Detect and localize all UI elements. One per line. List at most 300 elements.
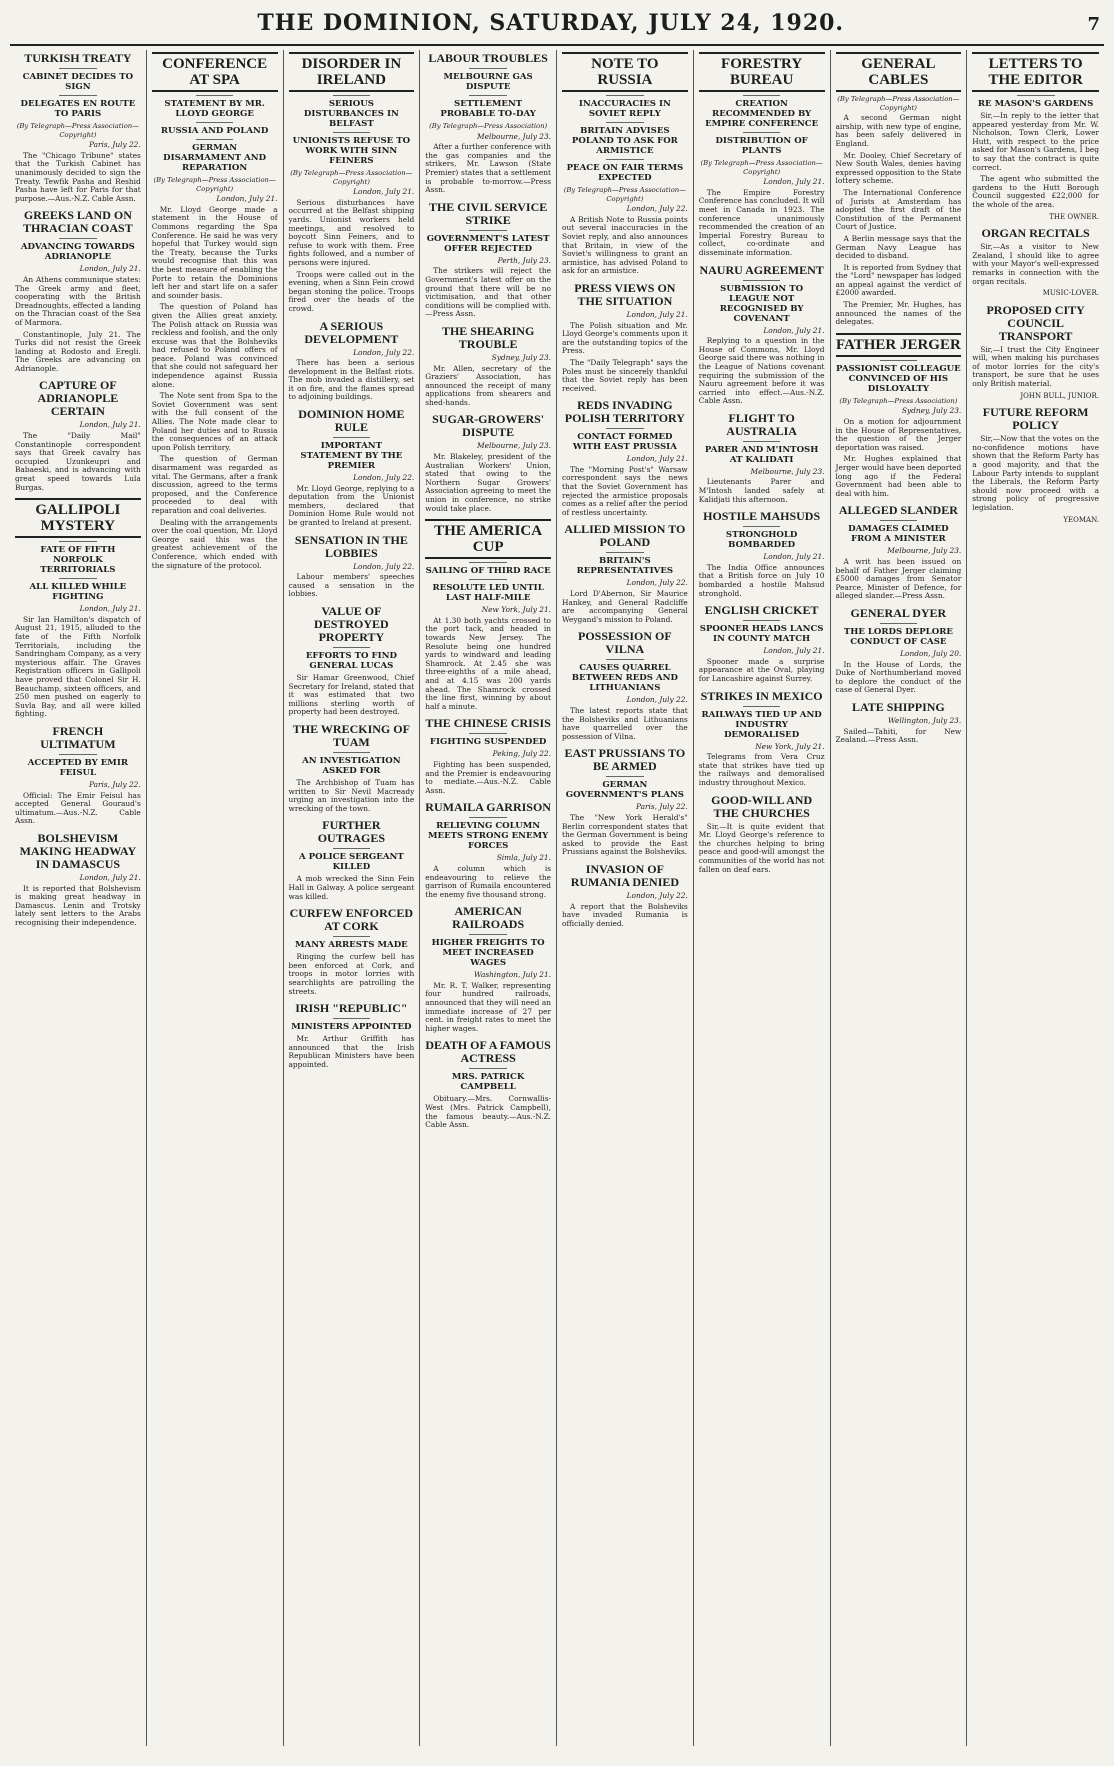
headline-rule — [606, 159, 644, 160]
article-paragraph: Constantinople, July 21. The Turks did not resist the Greek landing at Rodosto and Eregli. The Greeks are advancing on Adrianople. — [15, 329, 141, 373]
headline-rule — [743, 706, 781, 707]
article-subheading: SAILING OF THIRD RACE — [425, 566, 551, 577]
article-subheading: FIGHTING SUSPENDED — [429, 737, 547, 748]
article — [425, 801, 551, 899]
article-dateline: London, July 22. — [353, 561, 415, 571]
masthead — [10, 10, 1104, 46]
article-headline: LATE SHIPPING — [851, 699, 945, 714]
article — [699, 510, 825, 598]
article-subheading: EFFORTS TO FIND GENERAL LUCAS — [305, 651, 397, 671]
article-subheading: PEACE ON FAIR TERMS EXPECTED — [566, 163, 684, 183]
article — [836, 701, 962, 745]
headline-rule — [743, 441, 781, 442]
article-subheading: MINISTERS APPOINTED — [291, 1022, 412, 1033]
article — [15, 379, 141, 492]
article-subheading: SERIOUS DISTURBANCES IN BELFAST — [303, 99, 399, 129]
article-headline: GREEKS LAND ON THRACIAN COAST — [23, 208, 133, 236]
article-credit: (By Telegraph—Press Association) — [839, 396, 958, 405]
article — [425, 1039, 551, 1129]
article-subheading: DISTRIBUTION OF PLANTS — [715, 136, 808, 156]
article-headline: STRIKES IN MEXICO — [700, 688, 823, 703]
article — [15, 498, 141, 719]
article-subheading: SETTLEMENT PROBABLE TO-DAY — [440, 99, 536, 119]
masthead-title: THE DOMINION, SATURDAY, JULY 24, 1920. — [257, 10, 845, 36]
article-paragraph: Mr. Allen, secretary of the Graziers' Association, has announced the receipt of many applications from shearers and shed-hands. — [425, 363, 551, 407]
article-headline: DOMINION HOME RULE — [298, 407, 405, 435]
article-subheading: CABINET DECIDES TO SIGN — [22, 72, 134, 92]
columns-container — [10, 50, 1104, 1746]
article — [836, 333, 962, 499]
column-5 — [557, 50, 694, 1746]
headline-rule — [333, 647, 371, 648]
article — [289, 408, 415, 528]
article — [836, 504, 962, 601]
article-credit: (By Telegraph—Press Association—Copyright) — [700, 159, 823, 176]
headline-rule — [59, 578, 97, 579]
headline-rule — [59, 541, 97, 542]
article-credit: (By Telegraph—Press Association—Copyright) — [837, 95, 960, 112]
headline-rule — [333, 132, 371, 133]
article-subheading: CONTACT FORMED WITH EAST PRUSSIA — [572, 432, 677, 453]
article-paragraph: On a motion for adjournment in the House of Representatives, the question of the Jerger deportation was raised. — [835, 417, 962, 452]
article-paragraph: At 1.30 both yachts crossed to the port tack, and headed in towards New Jersey. The Resolute being one hundred yards to windward and leading Shamrock. At 2.45 she was three-eighths of a mile ahead, and at 4.15 was 200 yards ahead. The Shamrock crossed the line first, winning by about half a minute. — [425, 615, 551, 711]
article-paragraph: Lord D'Abernon, Sir Maurice Hankey, and General Radcliffe are accompanying General Weygand's mission to Poland. — [562, 589, 688, 624]
article-headline: PRESS VIEWS ON THE SITUATION — [574, 280, 676, 308]
article-subheading: ALL KILLED WHILE FIGHTING — [29, 582, 127, 603]
column-6 — [694, 50, 831, 1746]
article — [425, 201, 551, 319]
article-headline: THE WRECKING OF TUAM — [292, 721, 410, 749]
article-headline: THE CIVIL SERVICE STRIKE — [428, 199, 548, 227]
article-headline: INVASION OF RUMANIA DENIED — [570, 861, 680, 889]
article-headline: FLIGHT TO AUSTRALIA — [726, 410, 797, 438]
article-paragraph: Dealing with the arrangements over the coal question, Mr. Lloyd George said this was the greatest achievement of the Conference, which ended with the signature of the protocol. — [151, 517, 278, 570]
headline-rule — [880, 360, 918, 361]
article-headline: ORGAN RECITALS — [981, 226, 1090, 241]
article-headline: THE CHINESE CRISIS — [425, 716, 551, 731]
article — [15, 52, 141, 203]
headline-rule — [606, 659, 644, 660]
headline-rule — [1017, 95, 1055, 96]
article-dateline: London, July 21. — [763, 646, 825, 656]
article-paragraph: Official: The Emir Feisul has accepted General Gouraud's ultimatum.—Aus.-N.Z. Cable Assn. — [15, 790, 141, 826]
article-headline: GENERAL CABLES — [836, 52, 962, 92]
article-dateline: London, July 21. — [79, 872, 141, 882]
article-paragraph: Sir Hamar Greenwood, Chief Secretary for Ireland, stated that it was estimated that two millions sterling worth of property had been destroyed. — [288, 673, 415, 717]
article-dateline: London, July 22. — [626, 890, 688, 900]
article-subheading: FATE OF FIFTH NORFOLK TERRITORIALS — [40, 545, 116, 576]
article-dateline: London, July 21. — [79, 604, 141, 614]
article-paragraph: Mr. Dooley, Chief Secretary of New South Wales, denies having expressed opposition to the State lottery scheme. — [835, 150, 962, 186]
headline-rule — [606, 776, 644, 777]
article-headline: GALLIPOLI MYSTERY — [15, 498, 141, 538]
article — [562, 523, 688, 624]
article-paragraph: In the House of Lords, the Duke of Northumberland moved to deplore the conduct of the case of General Dyer. — [835, 659, 962, 695]
article-subheading: ADVANCING TOWARDS ADRIANOPLE — [20, 242, 135, 263]
article-paragraph: A Berlin message says that the German Navy League has decided to disband. — [835, 233, 962, 261]
headline-rule — [469, 733, 507, 734]
article-paragraph: Lieutenants Parer and M'Intosh landed safely at Kalidjati this afternoon. — [698, 477, 825, 504]
article-headline: TURKISH TREATY — [24, 51, 132, 65]
headline-rule — [59, 68, 97, 69]
headline-rule — [469, 579, 507, 580]
article-paragraph: The question of Poland has given the Allies great anxiety. The Polish attack on Russia was reckless and foolish, and the only excuse was that the Bolsheviks had refused to Poland offers of peace. Poland was convinced that she could not safeguard her independence against Russia alone. — [151, 302, 278, 389]
article — [15, 725, 141, 826]
article-paragraph: A report that the Bolsheviks have invaded Rumania is officially denied. — [562, 901, 688, 928]
article — [562, 399, 688, 517]
article — [562, 52, 688, 276]
article-dateline: Paris, July 22. — [88, 140, 141, 150]
letter-signature: JOHN BULL, JUNIOR. — [1020, 391, 1099, 400]
headline-rule — [743, 620, 781, 621]
article-headline: ALLEGED SLANDER — [838, 503, 958, 518]
article-subheading: RAILWAYS TIED UP AND INDUSTRY DEMORALISED — [701, 709, 822, 740]
article — [562, 863, 688, 928]
article — [972, 406, 1099, 524]
article-dateline: Sydney, July 23. — [491, 352, 551, 362]
article-headline: FORESTRY BUREAU — [699, 52, 825, 92]
article-paragraph: Sir Ian Hamilton's dispatch of August 21, 1915, alluded to the fate of the Fifth Norfolk Territorials, including the Sandringham Company, as a very mysterious affair. The Graves Registration officers in Gallipoli have proved that Colonel Sir H. Beauchamp, sixteen officers, and 250 men pushed on eagerly to Suvla Bay, and all were killed fighting. — [15, 614, 141, 719]
article-paragraph: Sir,—It is quite evident that Mr. Lloyd George's reference to the churches helping to bring peace and good-will amongst the communities of the world has not fallen on deaf ears. — [698, 821, 825, 874]
article — [289, 819, 415, 901]
article-dateline: Perth, July 23. — [497, 255, 551, 265]
article-paragraph: Ringing the curfew bell has been enforced at Cork, and troops in motor lorries with searchlights are patrolling the streets. — [288, 952, 415, 996]
article-paragraph: The India Office announces that a British force on July 10 bombarded a hostile Mahsud stronghold. — [698, 562, 825, 598]
article — [699, 52, 825, 258]
headline-rule — [606, 552, 644, 553]
article-headline: HOSTILE MAHSUDS — [703, 509, 821, 524]
article-headline: FRENCH ULTIMATUM — [40, 723, 116, 751]
column-2 — [147, 50, 284, 1746]
article-subheading: RESOLUTE LED UNTIL LAST HALF-MILE — [432, 583, 544, 604]
newspaper-page — [10, 10, 1104, 1746]
article-dateline: London, July 22. — [353, 347, 415, 357]
article-paragraph: Mr. Lloyd George made a statement in the House of Commons regarding the Spa Conference. He said he was very hopeful that Turkey would sign the Treaty, because the Turks would recognise that this was the best measure of enabling the Porte to retain the Dominions left her and start life on a safer and sounder basis. — [151, 204, 278, 300]
article-dateline: London, July 22. — [626, 204, 688, 214]
article-dateline: London, July 21. — [353, 187, 415, 197]
article — [289, 52, 415, 314]
article-headline: CAPTURE OF ADRIANOPLE CERTAIN — [37, 378, 119, 419]
article-subheading: MRS. PATRICK CAMPBELL — [451, 1072, 525, 1093]
article-credit: (By Telegraph—Press Association—Copyright) — [290, 169, 413, 186]
article-credit: (By Telegraph—Press Association—Copyright) — [153, 176, 276, 193]
article-paragraph: A second German night airship, with new type of engine, has been safely delivered in England. — [835, 113, 962, 148]
article-dateline: New York, July 21. — [481, 605, 551, 615]
article — [972, 304, 1099, 401]
article-paragraph: Mr. Hughes explained that Jerger would have been deported long ago if the Federal Government had been able to deal with him. — [835, 454, 962, 498]
article-subheading: INACCURACIES IN SOVIET REPLY — [578, 99, 671, 119]
article — [425, 717, 551, 795]
article-subheading: RE MASON'S GARDENS — [977, 99, 1094, 109]
article — [699, 604, 825, 683]
article-headline: LETTERS TO THE EDITOR — [972, 52, 1099, 92]
article-headline: FUTURE REFORM POLICY — [982, 405, 1089, 433]
article-subheading: STRONGHOLD BOMBARDED — [725, 530, 798, 551]
article-subheading: SPOONER HEADS LANCS IN COUNTY MATCH — [699, 624, 824, 645]
column-1 — [10, 50, 147, 1746]
article-credit: (By Telegraph—Press Association) — [429, 122, 548, 130]
headline-rule — [880, 520, 918, 521]
article-credit: (By Telegraph—Press Association—Copyright) — [16, 122, 139, 139]
column-8 — [967, 50, 1104, 1746]
article-paragraph: The latest reports state that the Bolsheviks and Lithuanians have quarrelled over the possession of Vilna. — [562, 706, 688, 741]
article-dateline: Sydney, July 23. — [901, 406, 962, 416]
article-dateline: London, July 21. — [626, 309, 688, 319]
article-paragraph: Mr. R. T. Walker, representing four hundred railroads, announced that they will need an immediate increase of 27 per cent. in freight rates to meet the higher wages. — [425, 980, 551, 1033]
headline-rule — [469, 562, 507, 563]
article — [972, 227, 1099, 298]
letter-signature: YEOMAN. — [1063, 515, 1099, 524]
article-subheading: GERMAN DISARMAMENT AND REPARATION — [163, 143, 267, 173]
article-headline: GOOD-WILL AND THE CHURCHES — [711, 792, 813, 820]
article-paragraph: The "Daily Telegraph" says the Poles must be sincerely thankful that the Soviet reply has been received. — [562, 357, 688, 393]
article-dateline: Melbourne, July 23. — [477, 441, 551, 451]
article-paragraph: The Archbishop of Tuam has written to Sir Nevil Macready urging an investigation into the wrecking of the town. — [288, 777, 415, 813]
headline-rule — [743, 526, 781, 527]
article — [15, 832, 141, 928]
article — [425, 905, 551, 1033]
article-paragraph: Sir,—I trust the City Engineer will, when making his purchases of motor lorries for the city's transport, be sure that he uses only British material. — [972, 344, 1099, 389]
article-headline: CURFEW ENFORCED AT CORK — [289, 906, 414, 934]
headline-rule — [333, 936, 371, 937]
article-paragraph: The Premier, Mr. Hughes, has announced the names of the delegates. — [835, 300, 962, 327]
article-headline: BOLSHEVISM MAKING HEADWAY IN DAMASCUS — [19, 830, 137, 871]
article-paragraph: The Empire Forestry Conference has concluded. It will meet in Canada in 1923. The conference unanimously recommended the creation of an Imperial Forestry Bureau to collect, co-ordinate and disseminate information. — [698, 187, 825, 257]
article-headline: FURTHER OUTRAGES — [317, 818, 386, 846]
article-headline: DISORDER IN IRELAND — [289, 52, 415, 92]
article-paragraph: Sailed—Tahiti, for New Zealand.—Press Assn. — [835, 726, 962, 745]
article-paragraph: There has been a serious development in the Belfast riots. The mob invaded a distillery, set it on fire, and the flames spread to adjoining buildings. — [288, 358, 415, 402]
article-dateline: London, July 21. — [763, 177, 825, 187]
article-headline: LABOUR TROUBLES — [428, 51, 548, 65]
article — [289, 907, 415, 996]
article-paragraph: Replying to a question in the House of Commons, Mr. Lloyd George said there was nothing in the League of Nations covenant requiring the submission of the Nauru agreement before it was carried into effect.—Aus.-N.Z. Cable Assn. — [698, 336, 825, 406]
article-paragraph: Sir,—Now that the votes on the no-confidence motions have shown that the Reform Party has a good majority, and that the Labour Party intends to supplant the Liberals, the Reform Party should now proceed with a strong policy of progressive legislation. — [972, 434, 1099, 512]
article — [699, 794, 825, 875]
column-4 — [420, 50, 557, 1746]
article — [699, 690, 825, 788]
article-paragraph: The Note sent from Spa to the Soviet Government was sent with the full consent of the Allies. The Note made clear to Poland her duties and to Russia the consequences of an attack upon Polish territory. — [151, 391, 278, 452]
article-headline: RUMAILA GARRISON — [425, 800, 551, 815]
article-paragraph: A mob wrecked the Sinn Fein Hall in Galway. A police sergeant was killed. — [288, 874, 415, 901]
article — [562, 630, 688, 741]
headline-rule — [469, 68, 507, 69]
article — [836, 52, 962, 327]
article-headline: SUGAR-GROWERS' DISPUTE — [432, 412, 545, 440]
article-dateline: London, July 21. — [79, 264, 141, 274]
article-subheading: A POLICE SERGEANT KILLED — [298, 852, 404, 873]
article-subheading: SUBMISSION TO LEAGUE NOT RECOGNISED BY COVENANT — [719, 283, 804, 324]
article — [562, 282, 688, 393]
article — [425, 519, 551, 711]
article-dateline: Paris, July 22. — [635, 802, 688, 812]
article-subheading: GOVERNMENT'S LATEST OFFER REJECTED — [426, 233, 550, 254]
article-paragraph: The "Daily Mail" Constantinople correspondent says that Greek cavalry has occupied Uzunkeupri and Babaeski, and is advancing with great speed towards Lula Burgas. — [15, 431, 141, 492]
article-headline: SENSATION IN THE LOBBIES — [294, 532, 408, 560]
article-dateline: London, July 22. — [626, 695, 688, 705]
headline-rule — [59, 95, 97, 96]
article — [425, 413, 551, 513]
article-subheading: DELEGATES EN ROUTE TO PARIS — [20, 99, 136, 119]
article — [836, 607, 962, 695]
headline-rule — [59, 238, 97, 239]
headline-rule — [743, 280, 781, 281]
headline-rule — [333, 752, 371, 753]
article-dateline: London, July 21. — [79, 420, 141, 430]
article-subheading: RELIEVING COLUMN MEETS STRONG ENEMY FORCES — [428, 821, 549, 852]
article — [562, 747, 688, 857]
article-paragraph: It is reported that Bolshevism is making great headway in Damascus. Lenin and Trotsky lately sent letters to the Arabs recognising their independence. — [15, 883, 141, 927]
article-headline: AMERICAN RAILROADS — [452, 904, 525, 932]
headline-rule — [606, 122, 644, 123]
article-subheading: CAUSES QUARREL BETWEEN REDS AND LITHUANIANS — [571, 663, 678, 694]
article-paragraph: An Athens communique states: The Greek army and fleet, cooperating with the British Dreadnoughts, effected a landing on the Thracian coast of the Sea of Marmora. — [15, 274, 141, 327]
headline-rule — [196, 122, 234, 123]
article-paragraph: Mr. Arthur Griffith has announced that the Irish Republican Ministers have been appointed. — [288, 1034, 415, 1069]
article-paragraph: A British Note to Russia points out several inaccuracies in the Soviet reply, and also announces that Britain, in view of the Soviet's willingness to grant an armistice, has advised Poland to ask for an armistice. — [562, 214, 688, 276]
article-headline: THE SHEARING TROUBLE — [441, 323, 535, 351]
article-paragraph: Telegrams from Vera Cruz state that strikes have tied up the railways and demoralised industry throughout Mexico. — [698, 752, 825, 787]
column-7 — [831, 50, 968, 1746]
article-headline: NAURU AGREEMENT — [699, 262, 824, 277]
article-headline: IRISH "REPUBLIC" — [295, 1001, 408, 1016]
article — [699, 412, 825, 504]
article-dateline: London, July 21. — [216, 194, 278, 204]
headline-rule — [469, 230, 507, 231]
article-paragraph: The "Chicago Tribune" states that the Turkish Cabinet has unanimously decided to sign the Treaty. Tewfik Pasha and Reshid Pasha have left for Paris for that purpose.—Aus.-N.Z. Cable Assn. — [15, 150, 141, 203]
article-paragraph: The agent who submitted the gardens to the Hutt Borough Council suggested £22,000 for the whole of the area. — [972, 174, 1099, 209]
article-subheading: PASSIONIST COLLEAGUE CONVINCED OF HIS DISLOYALTY — [836, 363, 961, 394]
article-headline: EAST PRUSSIANS TO BE ARMED — [564, 746, 686, 774]
article — [152, 52, 278, 570]
article-subheading: BRITAIN ADVISES POLAND TO ASK FOR ARMISTICE — [571, 126, 678, 156]
article-paragraph: The "New York Herald's" Berlin correspondent states that the German Government is being asked to provide the East Prussians against the Bolsheviks. — [562, 812, 688, 857]
article-dateline: Paris, July 22. — [88, 779, 141, 789]
article-credit: (By Telegraph—Press Association—Copyright) — [563, 186, 686, 203]
article-paragraph: The International Conference of Jurists at Amsterdam has adopted the first draft of the Constitution of the Permanent Court of Justice. — [835, 187, 962, 232]
headline-rule — [469, 817, 507, 818]
article-subheading: HIGHER FREIGHTS TO MEET INCREASED WAGES — [431, 938, 545, 969]
article-paragraph: Labour members' speeches caused a sensation in the lobbies. — [288, 572, 415, 599]
article-headline: ENGLISH CRICKET — [704, 603, 819, 618]
article-paragraph: After a further conference with the gas companies and the strikers, Mr. Lawson (State Premier) states that a settlement is probable to-morrow.—Press Assn. — [425, 142, 551, 195]
article-subheading: IMPORTANT STATEMENT BY THE PREMIER — [300, 441, 403, 472]
article — [425, 325, 551, 408]
article-paragraph: Serious disturbances have occurred at the Belfast shipping yards. Unionist workers held meetings, and resolved to boycott Sinn Feiners, and to refuse to work with them. Free fights followed, and a number of persons were injured. — [288, 197, 415, 267]
article-headline: CONFERENCE AT SPA — [152, 52, 278, 92]
article-dateline: Peking, July 22. — [492, 749, 551, 759]
article-headline: GENERAL DYER — [850, 605, 947, 620]
article-subheading: MELBOURNE GAS DISPUTE — [443, 72, 533, 92]
article — [289, 723, 415, 813]
letter-signature: THE OWNER. — [1049, 212, 1099, 221]
article-headline: THE AMERICA CUP — [425, 519, 551, 559]
article-dateline: London, July 22. — [353, 473, 415, 483]
headline-rule — [469, 934, 507, 935]
headline-rule — [333, 1018, 371, 1019]
article-subheading: MANY ARRESTS MADE — [295, 940, 408, 951]
article-paragraph: A writ has been issued on behalf of Father Jerger claiming £5000 damages from Senator Pearce, Minister of Defence, for alleged slander.—Press Assn. — [835, 556, 962, 601]
article-paragraph: Troops were called out in the evening, when a Sinn Fein crowd began stoning the police. Troops fired over the heads of the crowd. — [288, 269, 415, 313]
headline-rule — [606, 428, 644, 429]
article-dateline: Wellington, July 23. — [888, 715, 962, 725]
article-paragraph: Fighting has been suspended, and the Premier is endeavouring to mediate.—Aus.-N.Z. Cable Assn. — [425, 759, 551, 795]
article-subheading: UNIONISTS REFUSE TO WORK WITH SINN FEINERS — [292, 136, 411, 166]
headline-rule — [333, 848, 371, 849]
headline-rule — [743, 95, 781, 96]
article-dateline: London, July 21. — [626, 454, 688, 464]
page-number: 7 — [1087, 14, 1100, 35]
article-dateline: Melbourne, July 23. — [750, 466, 825, 476]
headline-rule — [743, 132, 781, 133]
article-subheading: BRITAIN'S REPRESENTATIVES — [576, 556, 674, 577]
article-dateline: Washington, July 21. — [473, 970, 551, 980]
article-subheading: AN INVESTIGATION ASKED FOR — [302, 755, 401, 776]
headline-rule — [333, 437, 371, 438]
headline-rule — [196, 95, 234, 96]
article-headline: DEATH OF A FAMOUS ACTRESS — [425, 1038, 551, 1066]
article-paragraph: Sir,—In reply to the letter that appeared yesterday from Mr. W. Nicholson, Town Clerk, Lower Hutt, with respect to the price asked for Mason's Gardens, I beg to say that the contract is quite correct. — [972, 111, 1099, 172]
headline-rule — [59, 754, 97, 755]
article-dateline: New York, July 21. — [755, 741, 825, 751]
article-subheading: ACCEPTED BY EMIR FEISUL — [27, 757, 128, 778]
article-dateline: London, July 21. — [763, 552, 825, 562]
headline-rule — [469, 1068, 507, 1069]
article-paragraph: Spooner made a surprise appearance at the Oval, playing for Lancashire against Surrey. — [698, 656, 825, 683]
article-headline: A SERIOUS DEVELOPMENT — [304, 318, 399, 346]
article-paragraph: The Polish situation and Mr. Lloyd George's comments upon it are the outstanding topics of the Press. — [562, 320, 688, 356]
article-headline: NOTE TO RUSSIA — [562, 52, 688, 92]
article-dateline: Melbourne, July 23. — [887, 546, 962, 556]
article — [289, 605, 415, 717]
article-paragraph: A column which is endeavouring to relieve the garrison of Rumaila encountered the enemy five thousand strong. — [425, 863, 551, 899]
article-paragraph: Mr. Blakeley, president of the Australian Workers' Union, stated that owing to the Northern Sugar Growers' Association agreeing to meet the union in conference, no strike would take place. — [425, 452, 551, 513]
article-subheading: GERMAN GOVERNMENT'S PLANS — [565, 780, 684, 801]
article — [289, 534, 415, 599]
article-paragraph: The strikers will reject the Government's latest offer on the ground that there will be no victimisation, and that other conditions will be complied with.—Press Assn. — [425, 266, 551, 319]
letter-signature: MUSIC-LOVER. — [1042, 289, 1099, 298]
headline-rule — [880, 623, 918, 624]
article-dateline: London, July 22. — [626, 578, 688, 588]
article-subheading: STATEMENT BY MR. LLOYD GEORGE — [164, 99, 265, 119]
article-headline: POSSESSION OF VILNA — [578, 629, 672, 657]
article-headline: PROPOSED CITY COUNCIL TRANSPORT — [986, 302, 1085, 343]
article-headline: ALLIED MISSION TO POLAND — [564, 522, 686, 550]
article-headline: REDS INVADING POLISH TERRITORY — [564, 398, 685, 426]
article-paragraph: The question of German disarmament was regarded as vital. The Germans, after a frank discussion, agreed to the terms proposed, and the Conference proceeded to deal with reparation and coal deliveries. — [151, 454, 278, 515]
article-subheading: DAMAGES CLAIMED FROM A MINISTER — [848, 524, 949, 545]
article-paragraph: Sir,—As a visitor to New Zealand, I should like to agree with your Mayor's well-expressed remarks in connection with the organ recitals. — [972, 242, 1099, 286]
article-subheading: CREATION RECOMMENDED BY EMPIRE CONFERENCE — [705, 99, 819, 129]
article-dateline: London, July 21. — [763, 325, 825, 335]
article — [15, 209, 141, 373]
headline-rule — [333, 95, 371, 96]
article — [972, 52, 1099, 221]
article — [699, 264, 825, 406]
article-headline: VALUE OF DESTROYED PROPERTY — [314, 604, 389, 644]
headline-rule — [196, 139, 234, 140]
article — [289, 320, 415, 403]
article — [289, 1002, 415, 1069]
article-headline: FATHER JERGER — [836, 333, 962, 357]
article-subheading: THE LORDS DEPLORE CONDUCT OF CASE — [843, 626, 953, 647]
article-paragraph: Obituary.—Mrs. Cornwallis-West (Mrs. Patrick Campbell), the famous beauty.—Aus.-N.Z. Cable Assn. — [425, 1094, 551, 1130]
article-paragraph: It is reported from Sydney that the "Lord" newspaper has lodged an appeal against the verdict of £2000 awarded. — [835, 262, 962, 298]
article-dateline: London, July 20. — [900, 648, 962, 658]
article — [425, 52, 551, 195]
article-paragraph: Mr. Lloyd George, replying to a deputation from the Unionist members, declared that Dominion Home Rule would not be granted to Ireland at present. — [288, 483, 415, 528]
column-3 — [284, 50, 421, 1746]
